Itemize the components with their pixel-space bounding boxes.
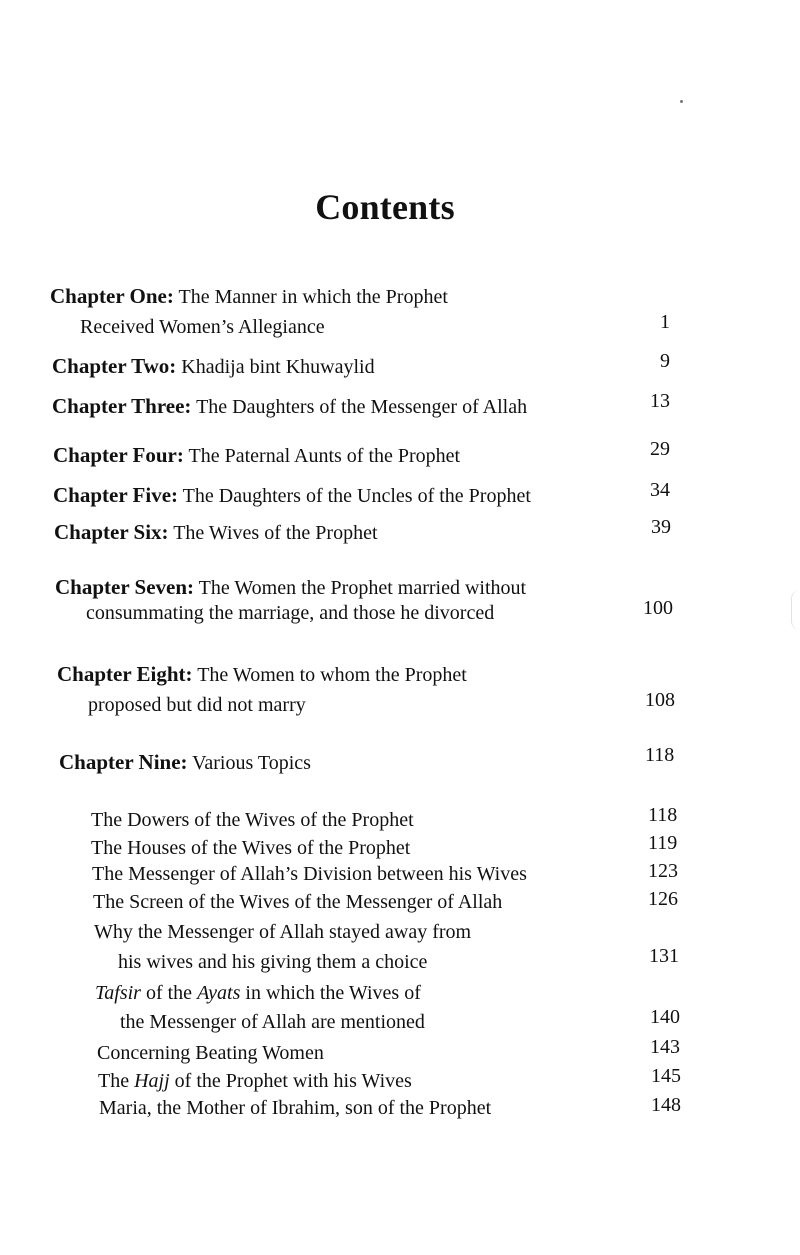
page-number: 118 [645,744,675,766]
toc-subsection: The Messenger of Allah’s Division between his Wives [92,863,527,885]
chapter-label: Chapter Six: [54,520,169,544]
chapter-title: The Manner in which the Prophet [178,286,448,308]
page-number: 118 [648,804,678,826]
page-number: 108 [645,689,675,711]
toc-subsection: The Dowers of the Wives of the Prophet [91,809,414,831]
toc-chapter-four [53,445,460,466]
toc-subsection-continued: the Messenger of Allah are mentioned [120,1011,425,1033]
chapter-label: Chapter Two: [52,354,177,378]
toc-subsection [95,983,421,1003]
page-number: 119 [648,832,678,854]
toc-chapter-three [52,396,527,417]
page-number: 131 [649,945,679,967]
chapter-title: The Wives of the Prophet [173,522,378,544]
toc-chapter-seven [55,577,526,598]
italic-term: Ayats [197,982,241,1004]
chapter-title-continued: consummating the marriage, and those he divorced [86,602,495,624]
chapter-title: The Daughters of the Messenger of Allah [196,396,528,418]
page-number: 126 [648,888,678,910]
chapter-label: Chapter Five: [53,483,179,507]
chapter-label: Chapter Three: [52,394,192,418]
page-number: 143 [650,1036,680,1058]
text-segment: The [98,1070,135,1092]
toc-chapter-two [52,356,375,377]
page-number: 100 [643,597,673,619]
chapter-title-continued: proposed but did not marry [88,694,306,716]
speck-mark [680,100,683,103]
toc-subsection: Concerning Beating Women [97,1042,324,1064]
page-number: 148 [651,1094,681,1116]
italic-term: Tafsir [95,982,141,1004]
page-number: 1 [660,311,670,333]
chapter-label: Chapter One: [50,284,174,308]
toc-subsection-continued: his wives and his giving them a choice [118,951,428,973]
page-title: Contents [315,187,455,227]
page-number: 29 [650,438,670,460]
page-edge-shadow [791,590,800,630]
page-number: 140 [650,1006,680,1028]
text-segment: of the Prophet with his Wives [169,1070,412,1092]
chapter-title: The Daughters of the Uncles of the Prophet [182,485,531,507]
toc-chapter-eight [57,664,467,685]
chapter-label: Chapter Eight: [57,662,193,686]
toc-chapter-nine [59,752,311,773]
chapter-title: The Women the Prophet married without [198,577,527,599]
toc-subsection: The Screen of the Wives of the Messenger of Allah [93,891,503,913]
page-number: 13 [650,390,670,412]
chapter-label: Chapter Nine: [59,750,188,774]
chapter-title: Khadija bint Khuwaylid [181,356,375,378]
chapter-title: The Paternal Aunts of the Prophet [188,445,461,467]
toc-subsection [98,1071,412,1091]
toc-chapter-five [53,485,531,506]
toc-chapter-one [50,286,448,307]
page-number: 9 [660,350,670,372]
chapter-title: Various Topics [192,752,311,774]
text-segment: of the [140,982,198,1004]
toc-subsection: The Houses of the Wives of the Prophet [91,837,411,859]
page-number: 34 [650,479,670,501]
toc-subsection: Maria, the Mother of Ibrahim, son of the Prophet [99,1097,492,1119]
italic-term: Hajj [134,1070,170,1092]
chapter-label: Chapter Four: [53,443,184,467]
page-number: 145 [651,1065,681,1087]
chapter-label: Chapter Seven: [55,575,195,599]
toc-subsection: Why the Messenger of Allah stayed away from [94,921,472,943]
chapter-title-continued: Received Women’s Allegiance [80,316,325,338]
chapter-title: The Women to whom the Prophet [197,664,467,686]
text-segment: in which the Wives of [240,982,421,1004]
page-number: 39 [651,516,671,538]
page-number: 123 [648,860,678,882]
toc-chapter-six [54,522,378,543]
